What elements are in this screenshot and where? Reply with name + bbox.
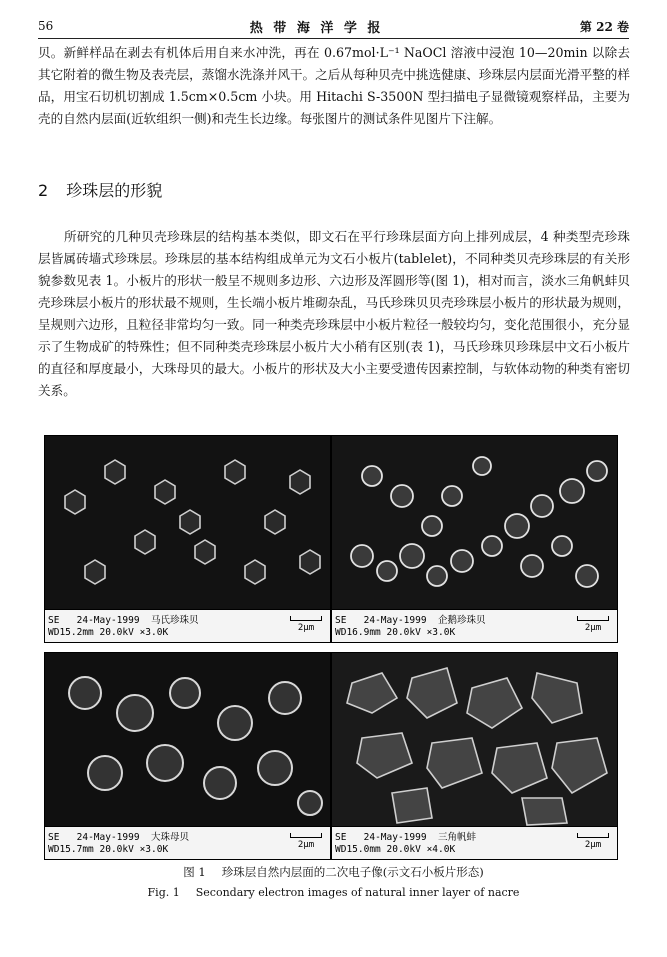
scale-bar: 2μm xyxy=(577,616,609,633)
scale-bar: 2μm xyxy=(577,833,609,850)
figure-caption-cn: 图 1 珍珠层自然内层面的二次电子像(示文石小板片形态) xyxy=(183,865,484,879)
paragraph-morphology: 所研究的几种贝壳珍珠层的结构基本类似，即文石在平行珍珠层面方向上排列成层，4 种类型壳珍珠层皆属砖墙式珍珠层。珍珠层的基本结构组成单元为文石小板片(tablelet)，不同种类贝壳珍珠层的有关形貌参数见表 1。小板片的形状一般呈不规则多边形、六边形及浑圆形等(图 1)，相对而言，淡水三角帆蚌贝壳珍珠层小板片的形状最不规则，生长端小板片堆砌杂乱，马氏珍珠贝贝壳珍珠层小板片的形状最为规则，呈规则六边形，且粒径非常均匀一致。同一种类壳珍珠层中小板片粒径一般较均匀，变化范围很小，充分显示了生物成矿的特殊性；但不同种类壳珍珠层小板片大小稍有区别(表 1)，马氏珍珠贝珍珠层中文石小板片的直径和厚度最小，大珠母贝的最大。小板片的形状及大小主要受遗传因素控制，与软体动物的种类有密切关系。 xyxy=(38,229,630,398)
sem-image-4 xyxy=(331,652,618,860)
sem-micrograph-3 xyxy=(45,653,330,827)
scale-bar: 2μm xyxy=(290,616,322,633)
sem-image-3 xyxy=(44,652,331,860)
scale-bar: 2μm xyxy=(290,833,322,850)
section-title: 珍珠层的形貌 xyxy=(66,181,163,200)
figure-caption-en: Fig. 1 Secondary electron images of natural inner layer of nacre xyxy=(147,886,520,899)
sem-image-2 xyxy=(331,435,618,643)
paragraph-methods: 贝。新鲜样品在剥去有机体后用自来水冲洗，再在 0.67mol·L⁻¹ NaOCl 溶液中浸泡 10—20min 以除去其它附着的微生物及表壳层，蒸馏水洗涤并风干。之后从每种贝壳中挑选健康、珍珠层内层面光滑平整的样品，用宝石切机切割成 1.5cm×0.5cm 小块。用 Hitachi S-3500N 型扫描电子显微镜观察样品，主要为壳的自然内层面(近软组织一侧)和壳生长边缘。每张图片的测试条件见图片下注解。 xyxy=(38,45,630,126)
running-header xyxy=(38,14,629,39)
sem-micrograph-2 xyxy=(332,436,617,610)
section-heading xyxy=(38,178,162,201)
section-number: 2 xyxy=(38,181,49,200)
sem-caption-3: SE 24-May-1999 大珠母贝 WD15.7mm 20.0kV ×3.0K 2μm xyxy=(45,826,330,859)
sem-caption-2: SE 24-May-1999 企鹅珍珠贝 WD16.9mm 20.0kV ×3.0K 2μm xyxy=(332,609,617,642)
sem-micrograph-4 xyxy=(332,653,617,827)
sem-image-1 xyxy=(44,435,331,643)
sem-micrograph-1 xyxy=(45,436,330,610)
page-number: 56 xyxy=(38,19,54,33)
journal-title: 热 带 海 洋 学 报 xyxy=(249,20,384,36)
sem-caption-1: SE 24-May-1999 马氏珍珠贝 WD15.2mm 20.0kV ×3.0K 2μm xyxy=(45,609,330,642)
sem-caption-4: SE 24-May-1999 三角帆蚌 WD15.0mm 20.0kV ×4.0K 2μm xyxy=(332,826,617,859)
volume-label: 第 22 卷 xyxy=(579,19,629,34)
